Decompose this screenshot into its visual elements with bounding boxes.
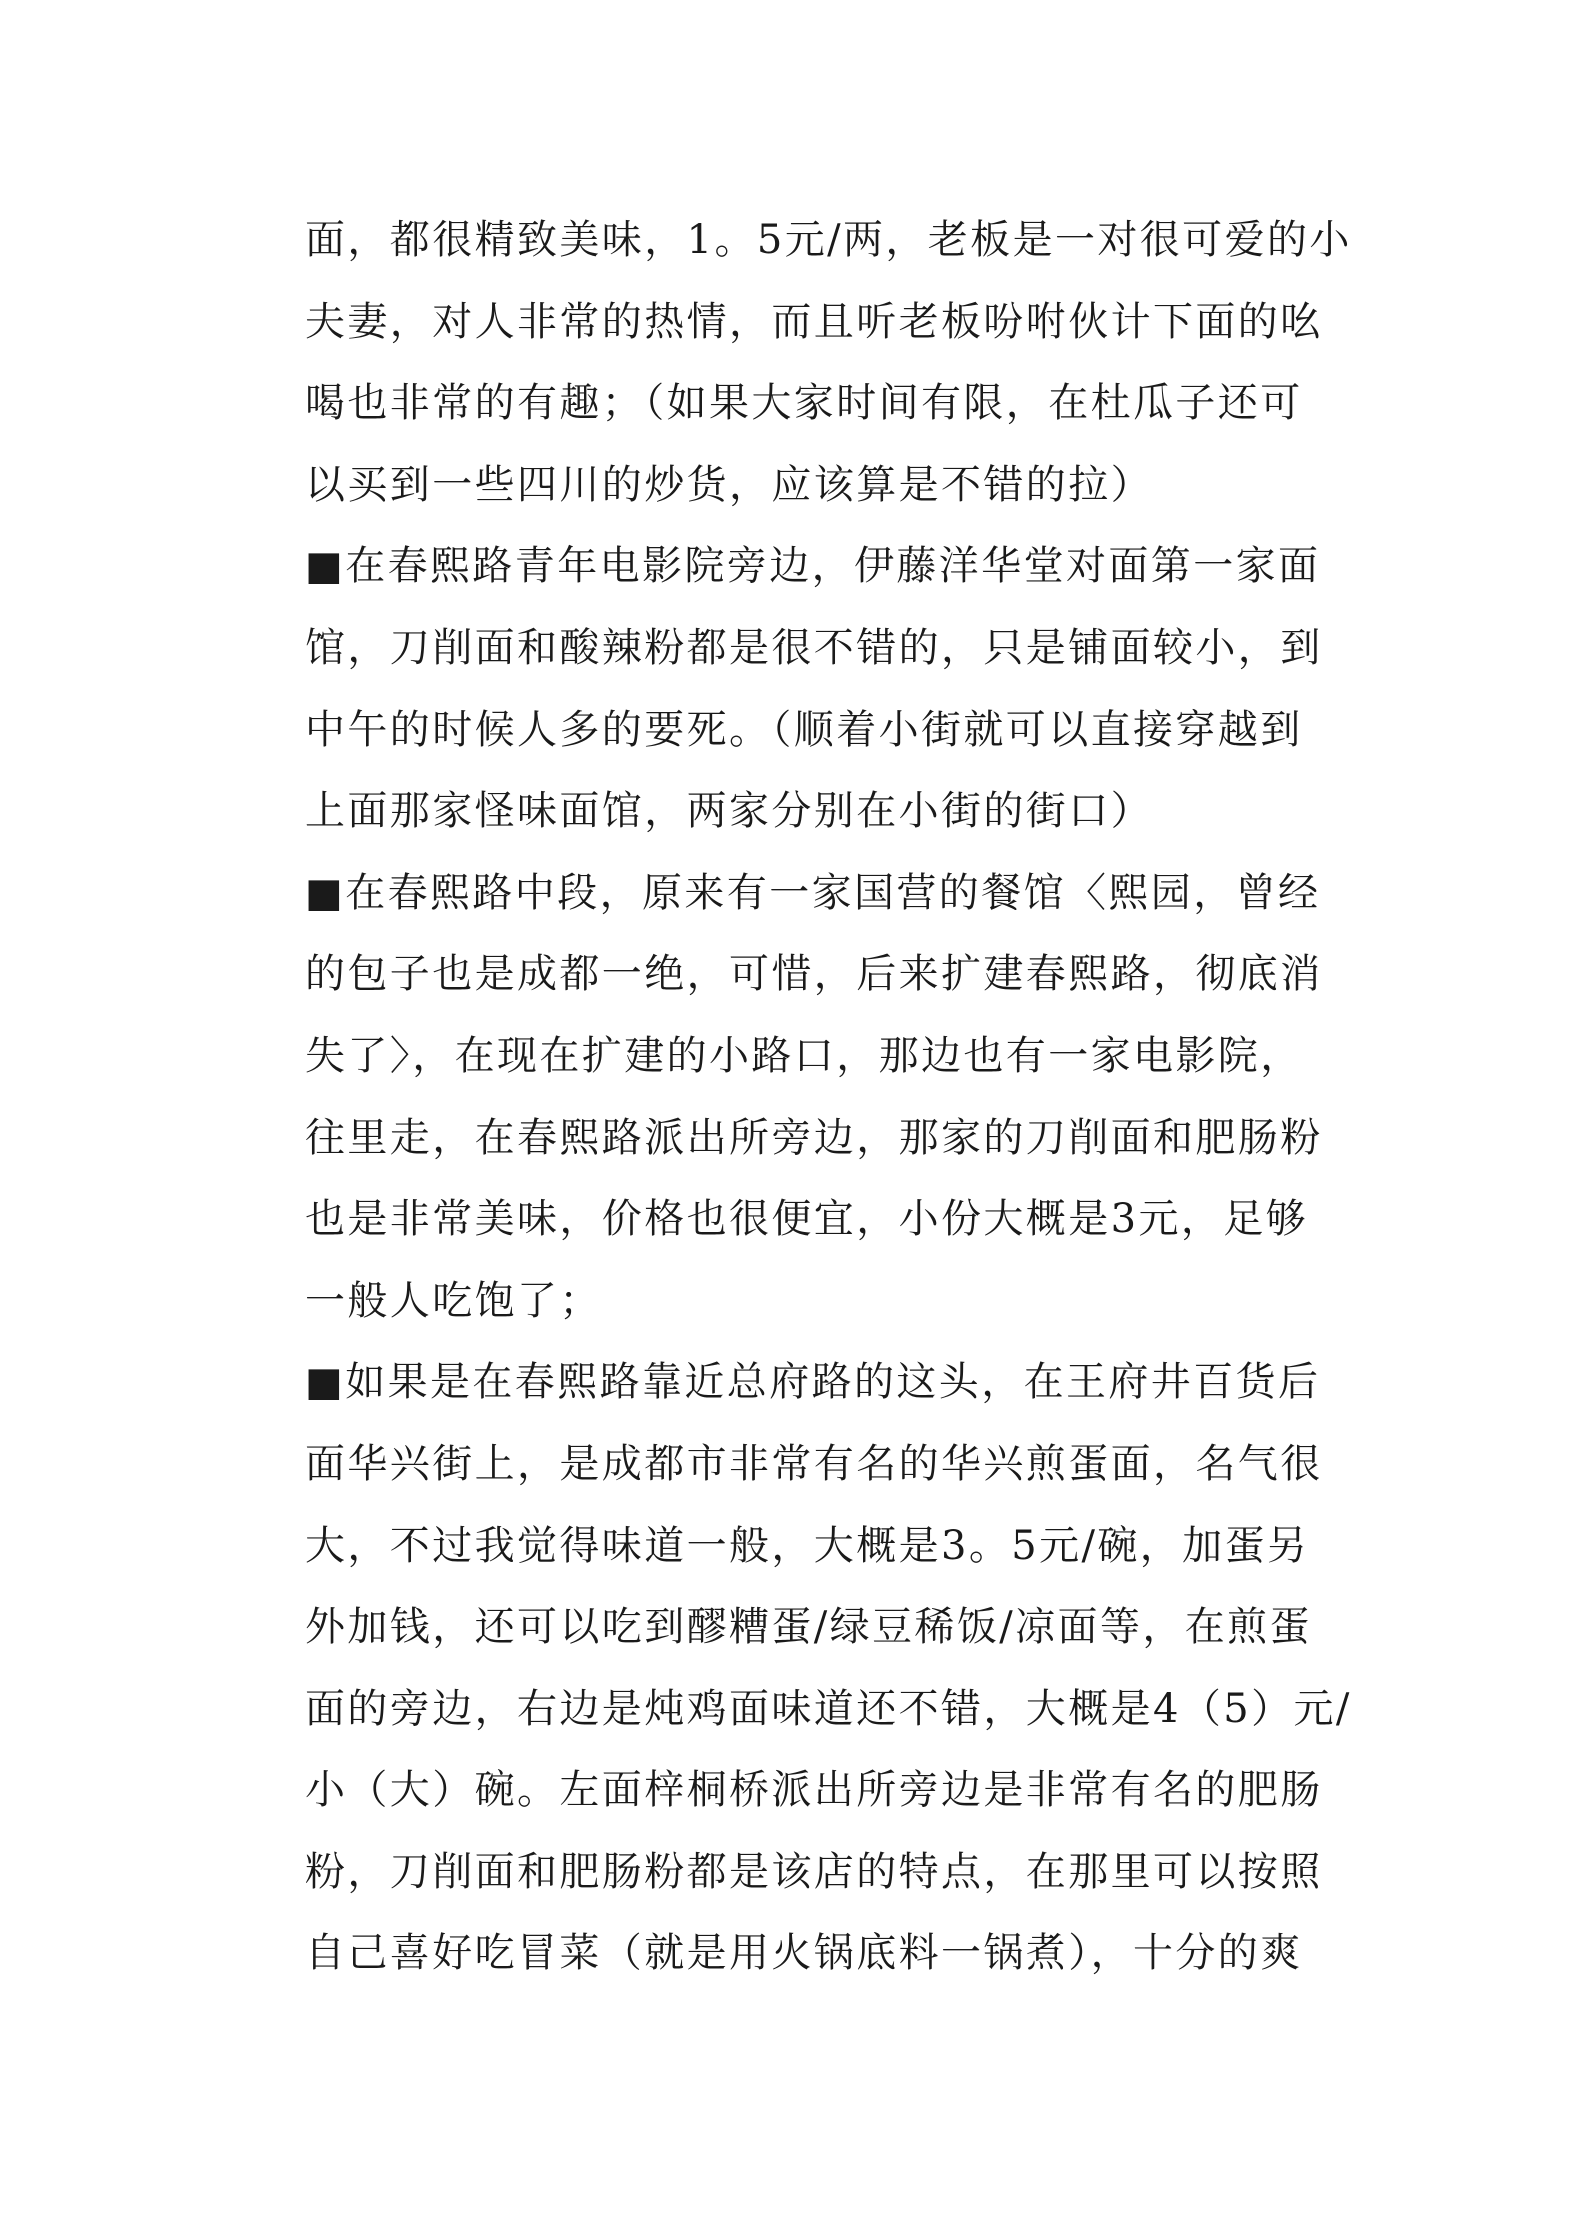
- bullet-paragraph-line: ■在春熙路青年电影院旁边，伊藤洋华堂对面第一家面: [305, 543, 1321, 590]
- body-text: [305, 200, 1352, 1995]
- text-line: 一般人吃饱了；: [305, 1277, 602, 1324]
- text-line: 中午的时候人多的要死。（顺着小街就可以直接穿越到: [305, 706, 1303, 753]
- text-line: 外加钱，还可以吃到醪糟蛋/绿豆稀饭/凉面等，在煎蛋: [305, 1604, 1312, 1651]
- text-line: 面，都很精致美味，1。5元/两，老板是一对很可爱的小: [305, 217, 1352, 263]
- bullet-paragraph-line: ■在春熙路中段，原来有一家国营的餐馆〈熙园，曾经: [305, 869, 1321, 916]
- bullet-paragraph-line: ■如果是在春熙路靠近总府路的这头，在王府井百货后: [305, 1359, 1321, 1406]
- text-line: 大，不过我觉得味道一般，大概是3。5元/碗，加蛋另: [305, 1522, 1310, 1569]
- text-line: 小（大）碗。左面梓桐桥派出所旁边是非常有名的肥肠: [305, 1767, 1323, 1814]
- text-line: 失了〉，在现在扩建的小路口，那边也有一家电影院，: [305, 1032, 1303, 1079]
- text-line: 自己喜好吃冒菜（就是用火锅底料一锅煮），十分的爽: [305, 1930, 1303, 1977]
- text-line: 面的旁边，右边是炖鸡面味道还不错，大概是4（5）元/: [305, 1685, 1352, 1732]
- text-line: 夫妻，对人非常的热情，而且听老板吩咐伙计下面的吆: [305, 298, 1323, 345]
- text-line: 的包子也是成都一绝，可惜，后来扩建春熙路，彻底消: [305, 951, 1323, 998]
- text-line: 以买到一些四川的炒货，应该算是不错的拉）: [305, 461, 1153, 508]
- text-line: 粉，刀削面和肥肠粉都是该店的特点，在那里可以按照: [305, 1848, 1323, 1895]
- text-line: 也是非常美味，价格也很便宜，小份大概是3元，足够: [305, 1196, 1309, 1243]
- text-line: 上面那家怪味面馆，两家分别在小街的街口）: [305, 788, 1153, 835]
- text-line: 往里走，在春熙路派出所旁边，那家的刀削面和肥肠粉: [305, 1114, 1323, 1161]
- text-line: 馆，刀削面和酸辣粉都是很不错的，只是铺面较小，到: [305, 624, 1323, 671]
- text-line: 喝也非常的有趣；（如果大家时间有限，在杜瓜子还可: [305, 380, 1303, 427]
- text-line: 面华兴街上，是成都市非常有名的华兴煎蛋面，名气很: [305, 1440, 1323, 1487]
